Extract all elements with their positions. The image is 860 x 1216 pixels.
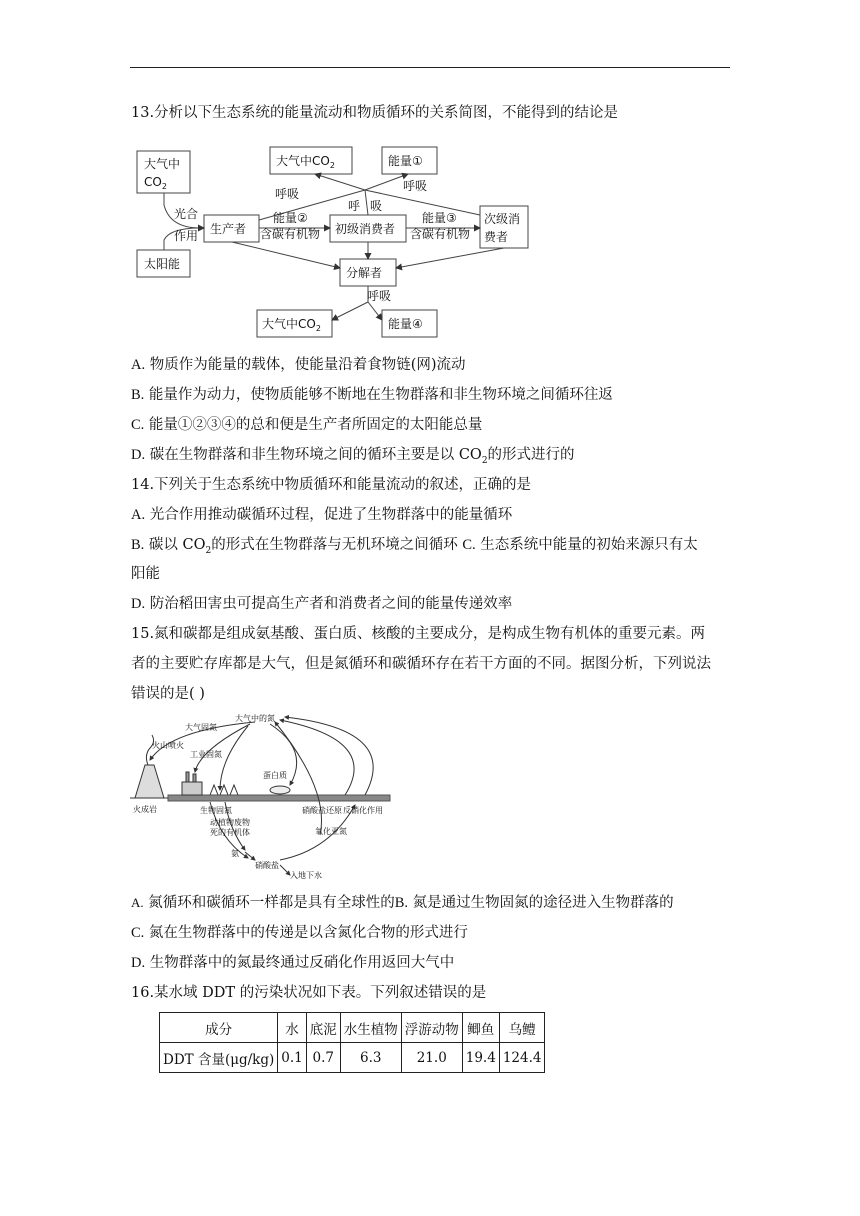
- q13-option-d: D. 碳在生物群落和非生物环境之间的循环主要是以 $CO_2$的形式进行的: [131, 447, 575, 466]
- table-cell: 19.4: [462, 1043, 499, 1073]
- table-cell: 0.1: [278, 1043, 306, 1073]
- label-producer: 生产者: [210, 222, 247, 236]
- animal-shape: [270, 786, 290, 794]
- q16-stem: 16.某水域 DDT 的污染状况如下表。下列叙述错误的是: [131, 985, 487, 1001]
- ground-strip: [168, 795, 390, 801]
- label-guanghe: 光合: [174, 207, 199, 221]
- q15-option-d: D. 生物群落中的氮最终通过反硝化作用返回大气中: [131, 955, 455, 971]
- q14-option-c-cont: 阳能: [131, 566, 160, 582]
- q13-energy-carbon-diagram: [130, 140, 550, 340]
- table-cell: 0.7: [306, 1043, 340, 1073]
- q13-option-a: A. 物质作为能量的载体，使能量沿着食物链(网)流动: [131, 357, 466, 373]
- label-huxi-mid2: 吸: [370, 199, 383, 213]
- q14-option-d: D. 防治稻田害虫可提高生产者和消费者之间的能量传递效率: [131, 596, 513, 612]
- label-atm-co2-top: 大气中$CO_2$: [276, 154, 335, 170]
- n-label-ammonia: 氨: [231, 849, 239, 858]
- label-sun: 太阳能: [144, 257, 181, 271]
- label-huxi-bottom: 呼吸: [367, 289, 392, 303]
- table-row: [160, 1043, 545, 1073]
- label-energy3: 能量③: [422, 211, 457, 225]
- ddt-table: [159, 1012, 545, 1073]
- label-atm-co2-left2: $CO_2$: [144, 175, 167, 191]
- q15-option-a-b: A. 氮循环和碳循环一样都是具有全球性的B. 氮是通过生物固氮的途径进入生物群落的: [131, 895, 674, 911]
- label-secondary2: 费者: [484, 230, 509, 244]
- table-cell: 6.3: [340, 1043, 401, 1073]
- q15-stem-line2: 者的主要贮存库都是大气，但是氮循环和碳循环存在若干方面的不同。据图分析，下列说法: [131, 656, 711, 672]
- q15-nitrogen-cycle-diagram: [130, 710, 395, 880]
- label-energy2: 能量②: [273, 211, 308, 225]
- factory-shape: [182, 782, 202, 795]
- n-label-volcano: 火山喷火: [152, 741, 184, 750]
- label-decomposer: 分解者: [346, 266, 383, 280]
- label-secondary1: 次级消: [484, 212, 521, 226]
- n-label-industry-fix: 工业固氮: [190, 750, 222, 759]
- table-cell: 124.4: [499, 1043, 545, 1073]
- q14-option-b-c: B. 碳以 $CO_2$的形式在生物群落与无机环境之间循环 C. 生态系统中能量的初始来源只有太: [131, 537, 698, 556]
- table-header-cell: 成分: [160, 1013, 278, 1043]
- n-label-nitrite: 氧化亚氮: [315, 827, 347, 836]
- n-label-denitrify: 反硝化作用: [343, 806, 383, 815]
- n-label-bio-fix: 生物固氮: [200, 806, 232, 815]
- label-carbon-org2: 含碳有机物: [410, 227, 471, 241]
- q13-option-b: B. 能量作为动力，使物质能够不断地在生物群落和非生物环境之间循环往返: [131, 387, 613, 403]
- n-label-groundwater: 入地下水: [290, 871, 322, 880]
- label-atm-co2-left: 大气中: [144, 157, 181, 171]
- table-header-cell: 底泥: [306, 1013, 340, 1043]
- table-header-cell: 水: [278, 1013, 306, 1043]
- q13-option-c: C. 能量①②③④的总和便是生产者所固定的太阳能总量: [131, 417, 483, 433]
- label-huxi-right: 呼吸: [403, 179, 428, 193]
- label-zuoyong: 作用: [174, 229, 199, 243]
- table-header-cell: 乌鳢: [499, 1013, 545, 1043]
- label-primary: 初级消费者: [335, 222, 396, 236]
- n-label-nitrate: 硝酸盐: [255, 861, 279, 870]
- q15-stem-line3: 错误的是( ): [131, 686, 205, 702]
- q15-option-c: C. 氮在生物群落中的传递是以含氮化合物的形式进行: [131, 925, 468, 941]
- label-huxi-left: 呼吸: [275, 187, 300, 201]
- q14-stem: 14.下列关于生态系统中物质循环和能量流动的叙述，正确的是: [131, 477, 532, 493]
- table-header-cell: 浮游动物: [401, 1013, 462, 1043]
- n-label-atm: 大气中的氮: [235, 714, 275, 723]
- label-carbon-org1: 含碳有机物: [260, 227, 321, 241]
- n-label-rock: 火成岩: [133, 805, 157, 814]
- label-huxi-mid1: 呼: [348, 199, 361, 213]
- label-energy1: 能量①: [388, 154, 423, 168]
- volcano-shape: [135, 765, 164, 798]
- table-cell: 21.0: [401, 1043, 462, 1073]
- table-header-row: [160, 1013, 545, 1043]
- n-label-protein: 蛋白质: [263, 771, 287, 780]
- n-label-waste1: 动植物废物: [210, 818, 250, 827]
- n-label-waste2: 死的有机体: [210, 828, 250, 837]
- header-rule: [130, 67, 730, 68]
- label-atm-co2-bottom: 大气中$CO_2$: [262, 317, 321, 333]
- table-header-cell: 鲫鱼: [462, 1013, 499, 1043]
- q14-option-a: A. 光合作用推动碳循环过程，促进了生物群落中的能量循环: [131, 507, 513, 523]
- q15-stem-line1: 15.氮和碳都是组成氨基酸、蛋白质、核酸的主要成分，是构成生物有机体的重要元素。两: [131, 626, 706, 642]
- table-row-label: DDT 含量(μg/kg): [160, 1043, 278, 1073]
- table-header-cell: 水生植物: [340, 1013, 401, 1043]
- q13-stem: 13.分析以下生态系统的能量流动和物质循环的关系简图，不能得到的结论是: [131, 105, 619, 121]
- n-label-atm-fix: 大气固氮: [185, 723, 217, 732]
- label-energy4: 能量④: [388, 317, 423, 331]
- n-label-nitrate-reduce: 硝酸盐还原: [302, 806, 342, 815]
